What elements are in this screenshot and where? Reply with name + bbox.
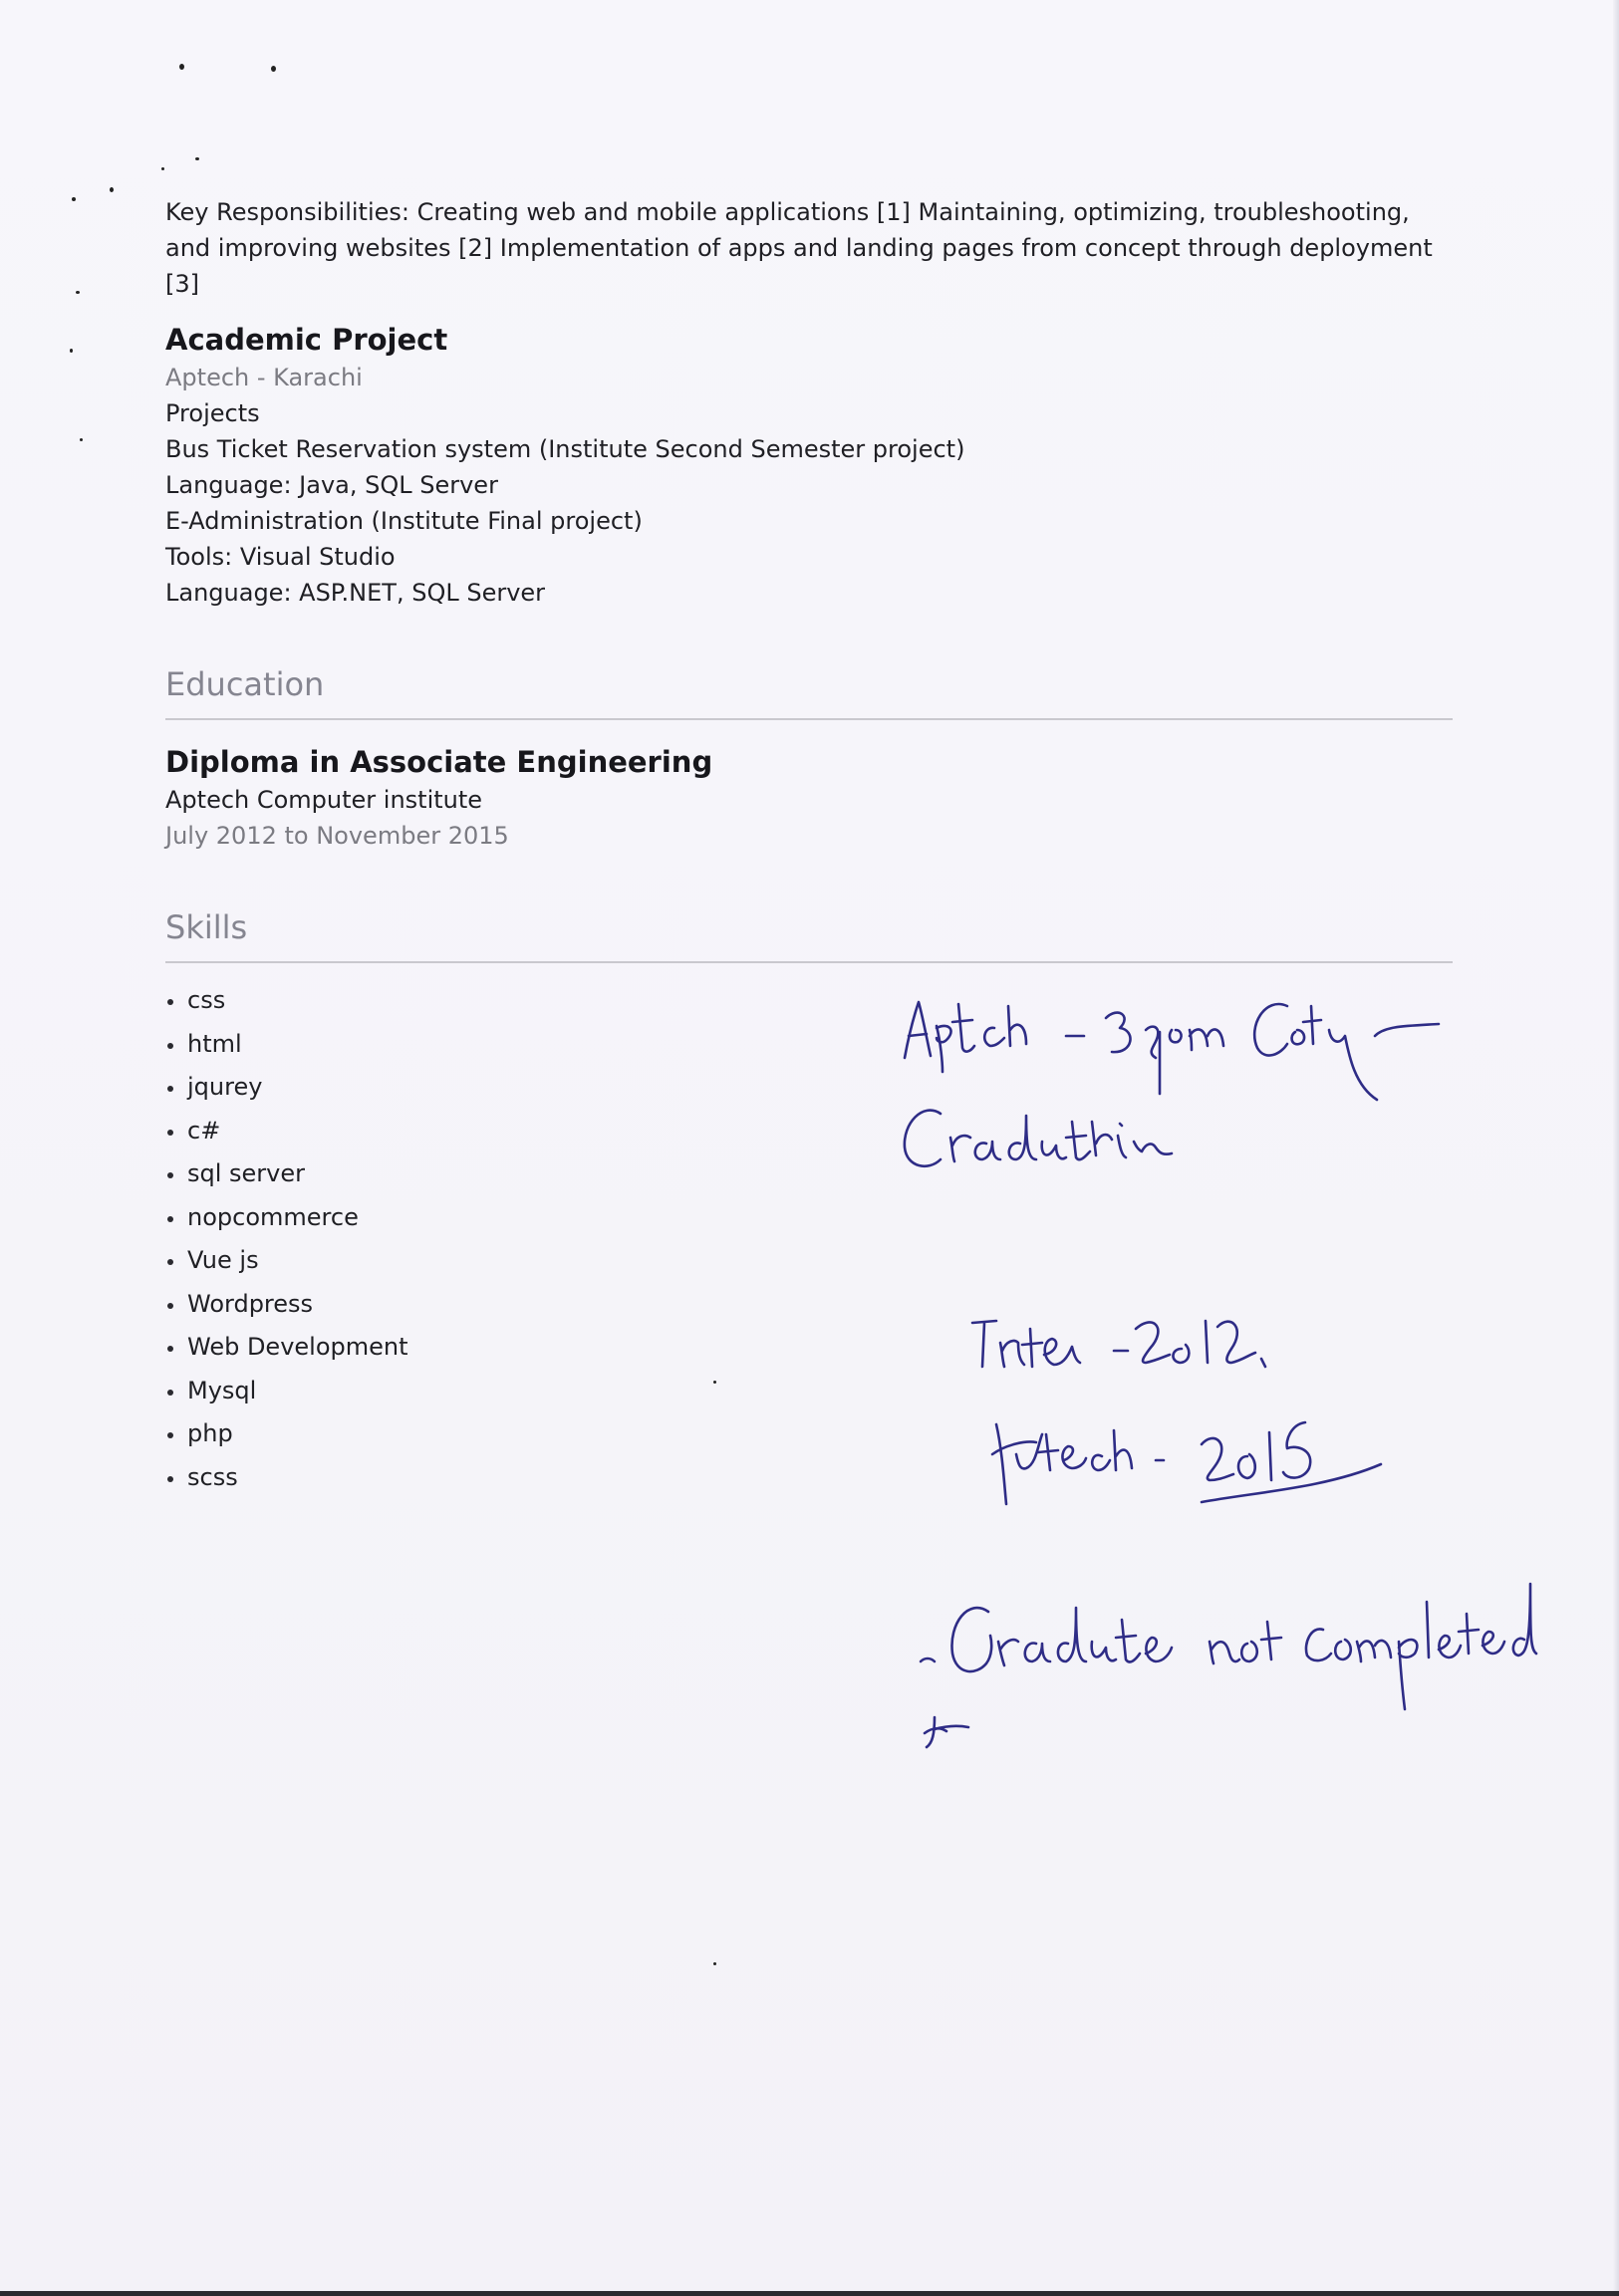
scan-speck xyxy=(195,157,199,160)
scan-edge-right xyxy=(1613,0,1619,2296)
scan-speck xyxy=(110,187,114,192)
scan-speck xyxy=(72,197,76,201)
skill-item: Mysql xyxy=(165,1370,1453,1413)
resume-content xyxy=(165,194,1453,1499)
project-separator: - xyxy=(249,364,274,391)
scan-speck xyxy=(271,66,276,72)
skill-item: Wordpress xyxy=(165,1283,1453,1327)
skill-item: php xyxy=(165,1412,1453,1456)
project-org-location xyxy=(165,360,1453,395)
scan-speck xyxy=(713,1962,716,1965)
project-org: Aptech xyxy=(165,364,250,391)
skill-item: c# xyxy=(165,1110,1453,1153)
skill-item: Web Development xyxy=(165,1326,1453,1370)
project-line: Bus Ticket Reservation system (Institute Second Semester project) xyxy=(165,435,965,463)
key-responsibilities: Key Responsibilities: Creating web and mobile applications [1] Maintaining, optimizing, troubleshooting, and improving websites [2] Implementation of apps and landing pages from concept through deployment [3] xyxy=(165,198,1433,298)
skill-item: sql server xyxy=(165,1152,1453,1196)
scan-speck xyxy=(179,64,184,70)
skill-item: css xyxy=(165,979,1453,1023)
scan-speck xyxy=(76,291,80,294)
scan-speck xyxy=(80,438,83,441)
skill-item: nopcommerce xyxy=(165,1196,1453,1240)
education-dates: July 2012 to November 2015 xyxy=(165,822,509,850)
skill-item: jqurey xyxy=(165,1066,1453,1110)
project-title: Academic Project xyxy=(165,323,448,357)
project-line: Language: Java, SQL Server xyxy=(165,471,498,499)
academic-project-section xyxy=(165,320,1453,611)
education-entry xyxy=(165,742,1453,854)
skills-list xyxy=(165,979,1453,1499)
scan-speck xyxy=(70,349,73,353)
scan-speck xyxy=(161,167,164,170)
skills-heading: Skills xyxy=(165,907,1453,963)
handwritten-note-graduate-not-completed xyxy=(921,1584,1536,1747)
skill-item: scss xyxy=(165,1456,1453,1500)
skill-item: Vue js xyxy=(165,1239,1453,1283)
project-city: Karachi xyxy=(273,364,363,391)
scan-speck xyxy=(713,1381,716,1384)
project-line: Tools: Visual Studio xyxy=(165,543,396,571)
project-line: E-Administration (Institute Final project) xyxy=(165,507,643,535)
education-school: Aptech Computer institute xyxy=(165,786,483,814)
skill-item: html xyxy=(165,1023,1453,1067)
project-line: Language: ASP.NET, SQL Server xyxy=(165,579,546,607)
education-heading: Education xyxy=(165,664,1453,720)
project-line: Projects xyxy=(165,399,260,427)
scan-edge-bottom xyxy=(0,2291,1619,2296)
education-degree: Diploma in Associate Engineering xyxy=(165,745,713,779)
